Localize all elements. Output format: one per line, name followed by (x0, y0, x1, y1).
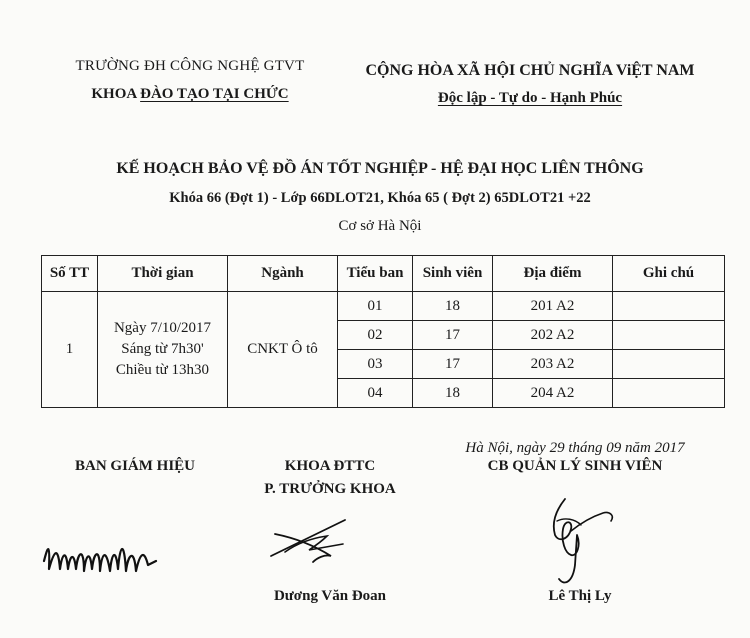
header-stt: Số TT (42, 256, 98, 292)
cell-stt: 1 (42, 292, 98, 408)
cell-subcommittee: 04 (338, 379, 413, 408)
school-name: TRƯỜNG ĐH CÔNG NGHỆ GTVT (75, 58, 305, 74)
cell-notes (613, 292, 725, 321)
board-title: BAN GIÁM HIỆU (74, 458, 195, 474)
header-notes: Ghi chú (613, 256, 725, 292)
cell-students: 17 (413, 321, 493, 350)
cell-subcommittee: 02 (338, 321, 413, 350)
time-date: Ngày 7/10/2017 (113, 320, 212, 336)
faculty-underlined: ĐÀO TẠO (140, 86, 210, 102)
header-students: Sinh viên (413, 256, 493, 292)
document-subtitle: Khóa 66 (Đợt 1) - Lớp 66DLOT21, Khóa 65 ( Đợt 2) 65DLOT21 +22 (169, 190, 591, 206)
cell-students: 17 (413, 350, 493, 379)
student-manager-name: Lê Thị Ly (548, 588, 612, 604)
board-signature (40, 525, 160, 585)
cell-time (98, 292, 228, 408)
time-afternoon: Chiều từ 13h30 (115, 362, 210, 378)
cell-location: 202 A2 (493, 321, 613, 350)
defense-schedule-table (41, 255, 725, 408)
header-major: Ngành (228, 256, 338, 292)
national-motto-text: Độc lập - Tự do - Hạnh Phúc (437, 90, 623, 106)
cell-notes (613, 321, 725, 350)
document-title: KẾ HOẠCH BẢO VỆ ĐỒ ÁN TỐT NGHIỆP - HỆ ĐẠI HỌC LIÊN THÔNG (116, 160, 644, 177)
faculty-sign-position: P. TRƯỞNG KHOA (264, 481, 396, 497)
student-manager-signature (535, 495, 625, 595)
header-time: Thời gian (98, 256, 228, 292)
student-manager-title: CB QUẢN LÝ SINH VIÊN (487, 458, 663, 474)
table-row (42, 292, 725, 321)
faculty-prefix: KHOA (91, 86, 141, 102)
cell-location: 201 A2 (493, 292, 613, 321)
time-morning: Sáng từ 7h30' (121, 341, 204, 357)
faculty-sign-title: KHOA ĐTTC (284, 458, 376, 474)
cell-location: 204 A2 (493, 379, 613, 408)
header-subcommittee: Tiểu ban (338, 256, 413, 292)
campus-label: Cơ sở Hà Nội (338, 218, 422, 234)
cell-students: 18 (413, 379, 493, 408)
cell-notes (613, 350, 725, 379)
national-motto (340, 90, 720, 107)
cell-major: CNKT Ô tô (228, 292, 338, 408)
national-title: CỘNG HÒA XÃ HỘI CHỦ NGHĨA ViỆT NAM (365, 62, 695, 79)
faculty-name (40, 86, 340, 103)
faculty-signature (265, 512, 355, 572)
cell-subcommittee: 01 (338, 292, 413, 321)
date-line: Hà Nội, ngày 29 tháng 09 năm 2017 (465, 440, 685, 456)
cell-students: 18 (413, 292, 493, 321)
header-location: Địa điểm (493, 256, 613, 292)
cell-notes (613, 379, 725, 408)
cell-subcommittee: 03 (338, 350, 413, 379)
faculty-suffix: TẠI CHỨC (209, 86, 289, 102)
table-header-row (42, 256, 725, 292)
cell-location: 203 A2 (493, 350, 613, 379)
faculty-signer-name: Dương Văn Đoan (273, 588, 387, 604)
